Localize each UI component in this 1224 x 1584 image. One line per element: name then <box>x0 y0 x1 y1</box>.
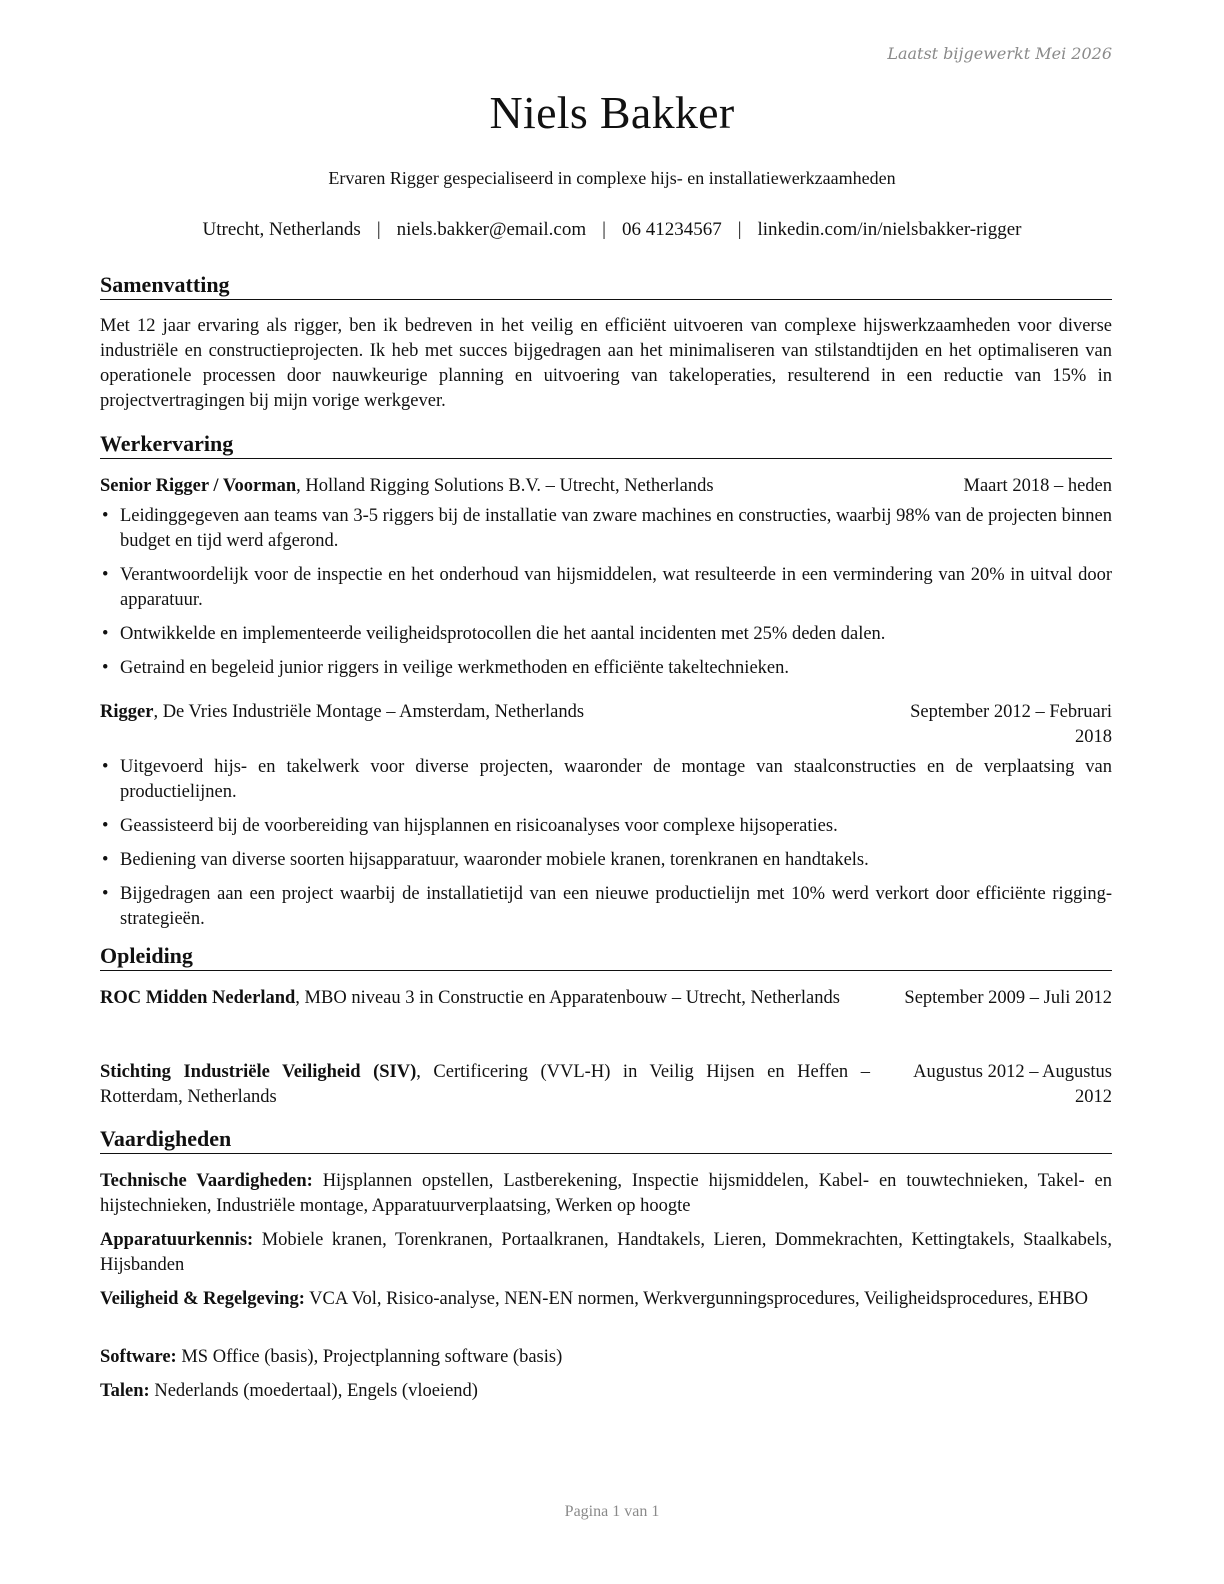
list-item: • Bediening van diverse soorten hijsapparatuur, waaronder mobiele kranen, torenkranen en handtakels. <box>100 848 1112 873</box>
list-item: • Leidinggegeven aan teams van 3-5 riggers bij de installatie van zware machines en constructies, waarbij 98% van de projecten binnen budget en tijd werd afgerond. <box>100 504 1112 554</box>
list-item: • Verantwoordelijk voor de inspectie en het onderhoud van hijsmiddelen, wat resulteerde in een vermindering van 20% in uitval door apparatuur. <box>100 563 1112 613</box>
list-item: • Geassisteerd bij de voorbereiding van hijsplannen en risicoanalyses voor complexe hijsoperaties. <box>100 814 1112 839</box>
skill-value: MS Office (basis), Projectplanning software (basis) <box>176 1347 563 1367</box>
contact-phone[interactable]: 06 41234567 <box>621 219 722 240</box>
job-title: Senior Rigger / Voorman <box>100 476 297 496</box>
list-item: • Ontwikkelde en implementeerde veiligheidsprotocollen die het aantal incidenten met 25% deden dalen. <box>100 622 1112 647</box>
education-dates: Augustus 2012 – Augustus 2012 <box>913 1062 1112 1107</box>
candidate-name: Niels Bakker <box>489 87 735 138</box>
skill-label: Apparatuurkennis: <box>100 1230 254 1250</box>
education-school: Stichting Industriële Veiligheid (SIV) <box>100 1062 417 1082</box>
skill-row-technical <box>100 1169 1112 1219</box>
job-company: , Holland Rigging Solutions B.V. – Utrecht, Netherlands <box>296 476 714 496</box>
section-title-summary: Samenvatting <box>100 272 1112 300</box>
education-entry-1 <box>100 986 1112 1036</box>
list-item: • Uitgevoerd hijs- en takelwerk voor diverse projecten, waaronder de montage van staalconstructies en de verplaatsing van productielijnen. <box>100 755 1112 805</box>
skill-label: Veiligheid & Regelgeving: <box>100 1289 305 1309</box>
skill-value: Hijsplannen opstellen, Lastberekening, Inspectie hijsmiddelen, Kabel- en touwtechnieken, Takel- en hijstechnieken, Industriële montage, Apparatuurverplaatsing, Werken op hoogte <box>100 1171 1113 1216</box>
skill-value: Mobiele kranen, Torenkranen, Portaalkranen, Handtakels, Lieren, Dommekrachten, Kettingtakels, Staalkabels, Hijsbanden <box>100 1230 1112 1275</box>
education-dates: September 2009 – Juli 2012 <box>904 988 1112 1008</box>
contact-linkedin[interactable]: linkedin.com/in/nielsbakker-rigger <box>757 219 1022 240</box>
contact-separator: | <box>376 219 381 240</box>
education-detail: , MBO niveau 3 in Constructie en Apparatenbouw – Utrecht, Netherlands <box>295 988 840 1008</box>
last-updated-note: Laatst bijgewerkt Mei 2026 <box>887 44 1112 63</box>
skill-value: VCA Vol, Risico-analyse, NEN-EN normen, Werkvergunningsprocedures, Veiligheidsprocedures, EHBO <box>304 1289 1088 1309</box>
list-item: • Bijgedragen aan een project waarbij de installatietijd van een nieuwe productielijn met 10% werd verkort door efficiënte rigging-strategieën. <box>100 882 1112 932</box>
contact-email[interactable]: niels.bakker@email.com <box>396 219 587 240</box>
page-number: Pagina 1 van 1 <box>564 1503 660 1520</box>
job-title: Rigger <box>100 702 154 722</box>
education-school: ROC Midden Nederland <box>100 988 296 1008</box>
headline: Ervaren Rigger gespecialiseerd in complexe hijs- en installatiewerkzaamheden <box>328 168 896 188</box>
list-item: • Getraind en begeleid junior riggers in veilige werkmethoden en efficiënte takeltechnieken. <box>100 656 1112 681</box>
job-dates: Maart 2018 – heden <box>963 476 1112 496</box>
job-dates: September 2012 – Februari 2018 <box>910 702 1112 747</box>
contact-separator: | <box>737 219 742 240</box>
job-header-1 <box>100 474 1112 499</box>
summary-text: Met 12 jaar ervaring als rigger, ben ik bedreven in het veilig en efficiënt uitvoeren van complexe hijswerkzaamheden voor diverse industriële en constructieprojecten. Ik heb met succes bijgedragen aan het minimaliseren van stilstandtijden en het optimaliseren van operationele processen door nauwkeurige planning en uitvoering van takeloperaties, resulterend in een reductie van 15% in projectvertragingen bij mijn vorige werkgever. <box>100 316 1112 411</box>
contact-separator: | <box>602 219 606 240</box>
section-title-experience: Werkervaring <box>100 431 1112 459</box>
job-bullets-1 <box>100 504 1112 690</box>
contact-line <box>0 219 1224 241</box>
job-bullets-2 <box>100 755 1112 941</box>
skill-row-software <box>100 1345 1112 1370</box>
job-company: , De Vries Industriële Montage – Amsterdam, Netherlands <box>153 702 585 722</box>
skill-label: Technische Vaardigheden: <box>100 1171 313 1191</box>
skill-label: Talen: <box>100 1381 150 1401</box>
section-title-skills: Vaardigheden <box>100 1126 1112 1154</box>
section-title-education: Opleiding <box>100 943 1112 971</box>
skill-row-safety <box>100 1287 1112 1312</box>
education-entry-2 <box>100 1060 1112 1110</box>
skill-row-languages <box>100 1379 1112 1404</box>
skill-value: Nederlands (moedertaal), Engels (vloeiend) <box>149 1381 478 1401</box>
education-detail: , Certificering (VVL-H) in Veilig Hijsen en Heffen – Rotterdam, Netherlands <box>100 1062 870 1107</box>
contact-location: Utrecht, Netherlands <box>202 219 361 240</box>
job-header-2 <box>100 700 1112 750</box>
skill-row-equipment <box>100 1228 1112 1278</box>
skill-label: Software: <box>100 1347 177 1367</box>
